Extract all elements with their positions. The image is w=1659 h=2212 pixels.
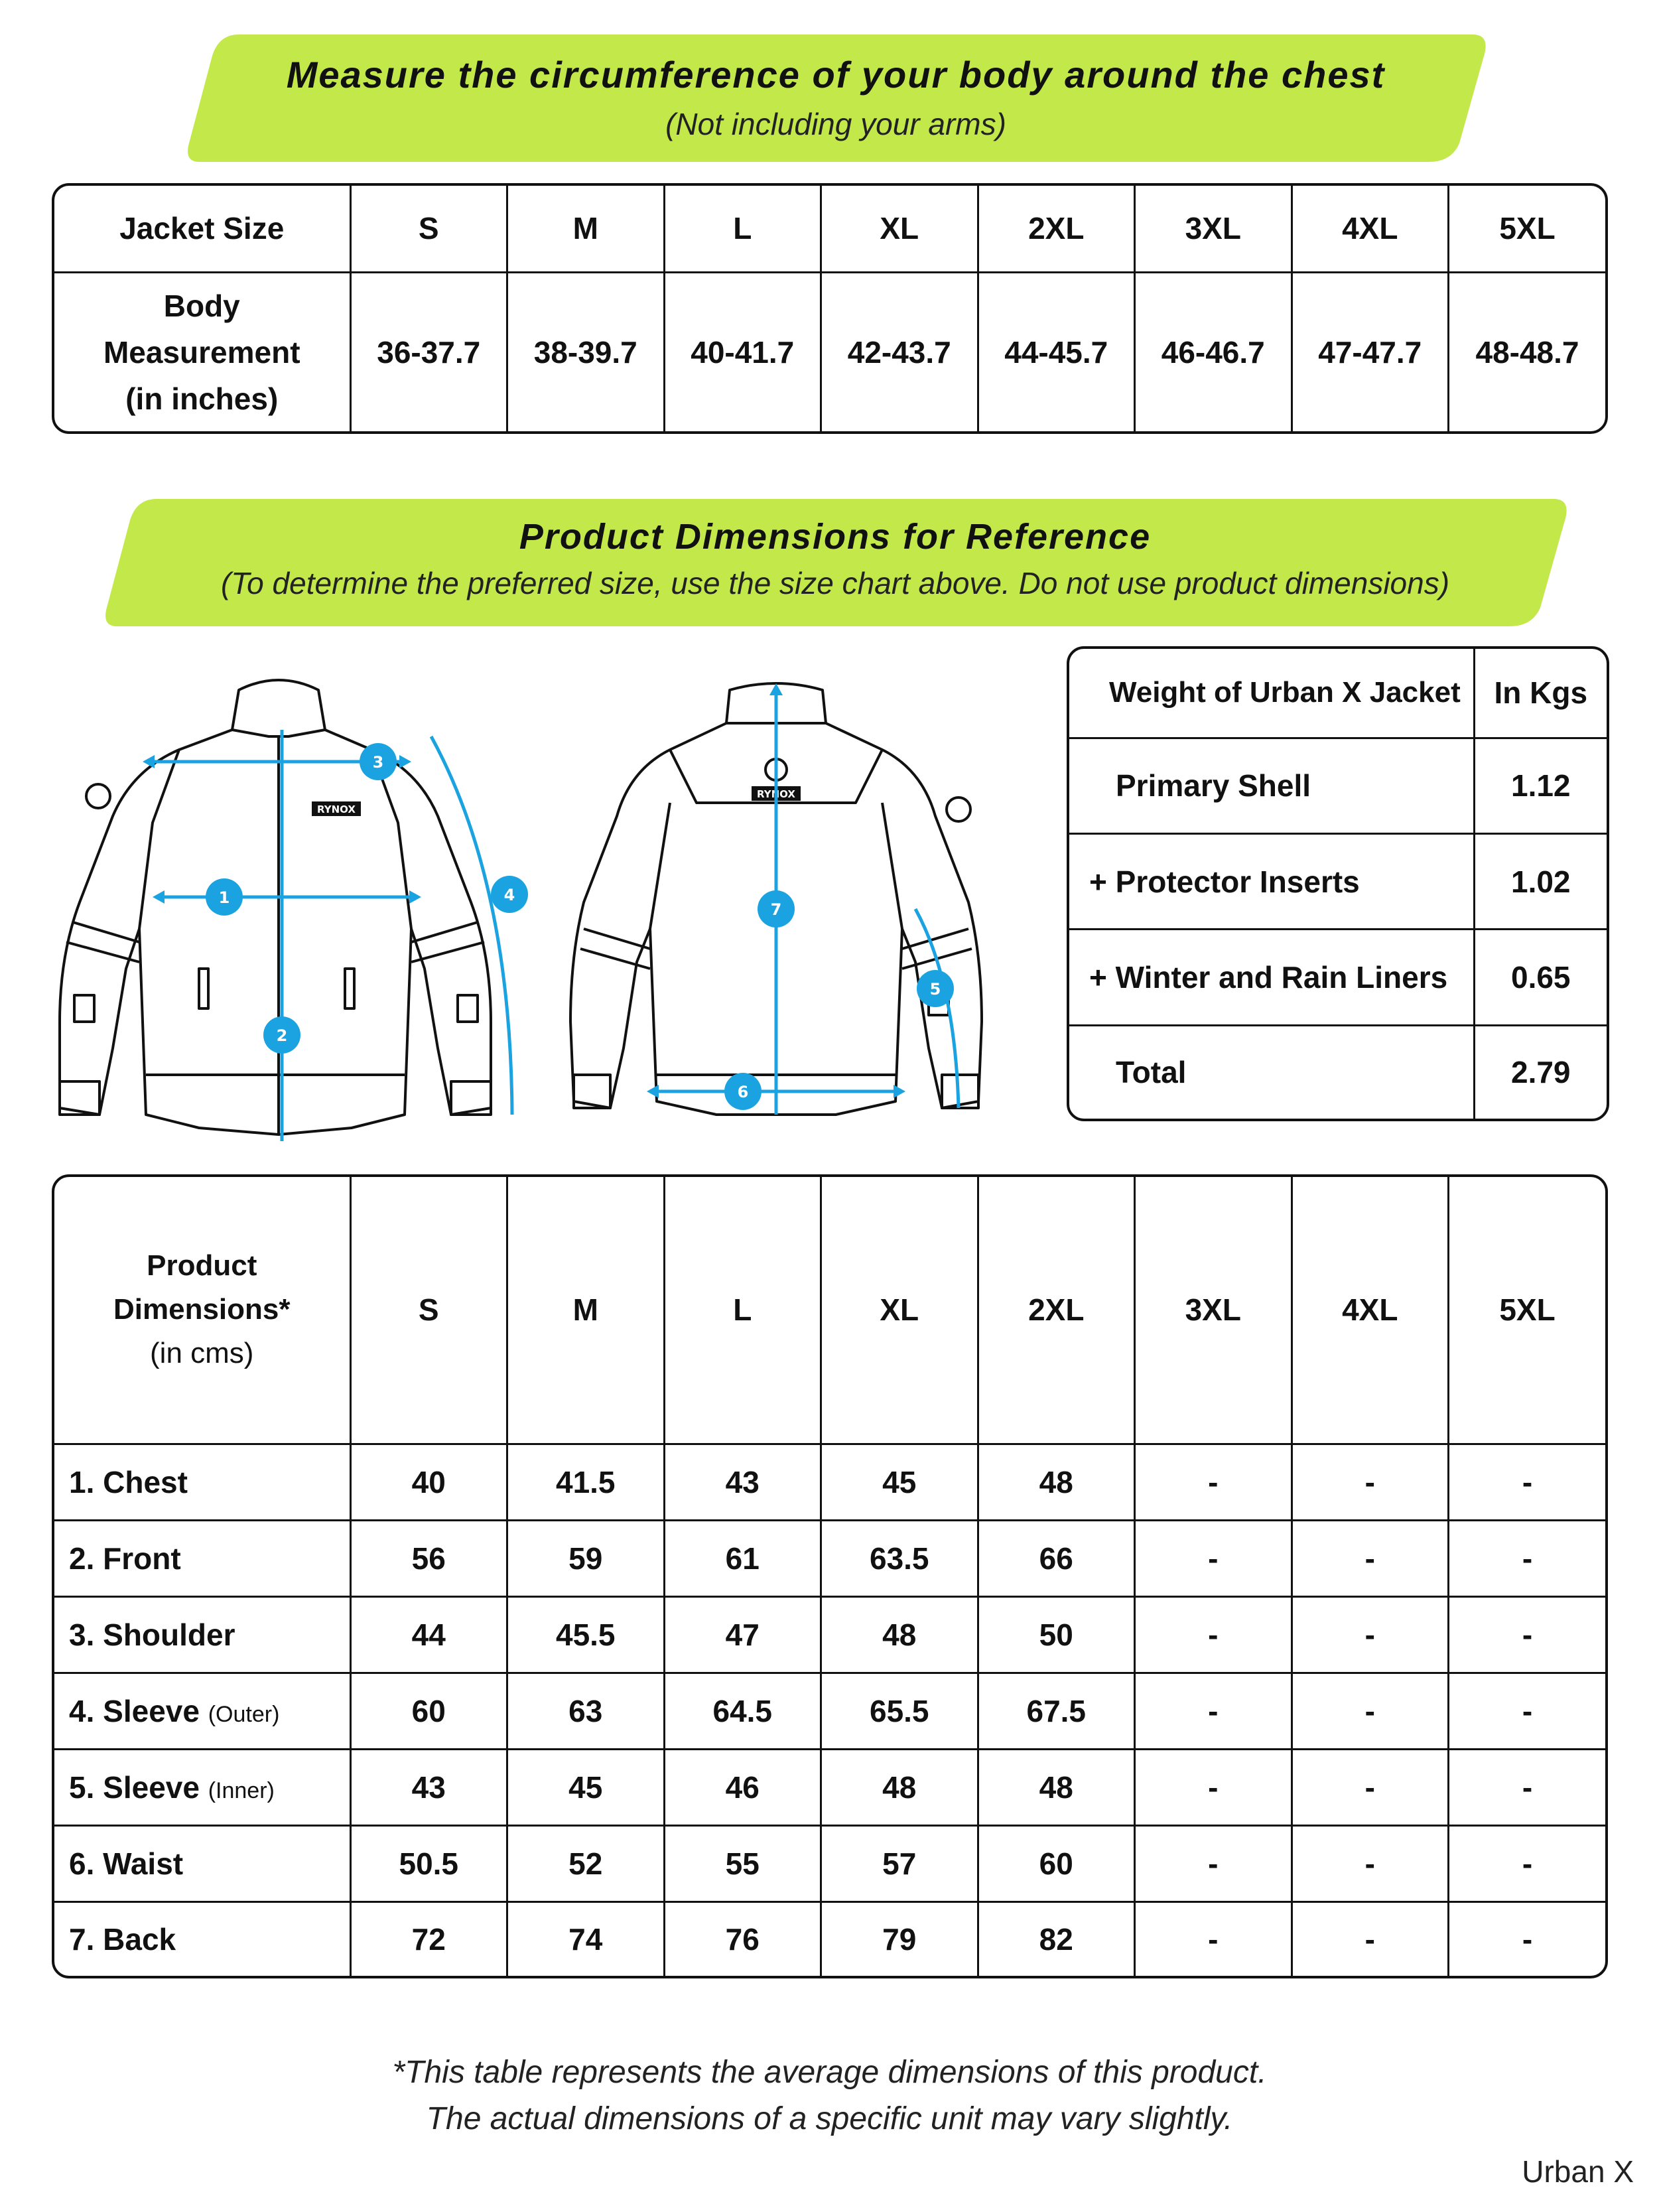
footnote-line-2: The actual dimensions of a specific unit may vary slightly. — [426, 2101, 1233, 2136]
dimension-value: - — [1449, 1749, 1606, 1825]
dimension-row — [54, 1444, 1605, 1520]
dimension-row-label: 1. Chest — [54, 1444, 350, 1520]
weight-header-label: Weight of Urban X Jacket — [1069, 649, 1474, 738]
dimension-value: - — [1292, 1444, 1449, 1520]
dimension-value: 45 — [507, 1749, 665, 1825]
dimension-value: 55 — [664, 1825, 821, 1901]
svg-text:2: 2 — [276, 1026, 288, 1045]
dim-size-header-l: L — [664, 1177, 821, 1444]
dimension-value: 43 — [350, 1749, 507, 1825]
marker-1 — [206, 878, 243, 916]
dimension-row — [54, 1825, 1605, 1901]
dimension-value: 59 — [507, 1520, 665, 1596]
dimension-value: - — [1449, 1444, 1606, 1520]
jacket-size-header: Jacket Size — [54, 186, 350, 272]
banner-background — [186, 32, 1486, 165]
back-left-sleeve-band — [580, 929, 650, 969]
dim-size-header-3xl: 3XL — [1135, 1177, 1292, 1444]
dimension-value: 65.5 — [821, 1673, 978, 1749]
dimension-value: - — [1449, 1596, 1606, 1673]
dimension-value: - — [1135, 1596, 1292, 1673]
marker-6 — [724, 1073, 762, 1110]
dimension-value: 79 — [821, 1901, 978, 1976]
dimension-value: - — [1135, 1444, 1292, 1520]
front-left-panel — [139, 750, 179, 929]
size-header-s: S — [350, 186, 507, 272]
weight-row-value: 0.65 — [1474, 930, 1607, 1025]
dimension-value: - — [1292, 1520, 1449, 1596]
dimension-value: 63.5 — [821, 1520, 978, 1596]
measurement-5xl: 48-48.7 — [1449, 272, 1606, 431]
dimension-value: 50 — [978, 1596, 1135, 1673]
size-header-5xl: 5XL — [1449, 186, 1606, 272]
banner-title: Product Dimensions for Reference — [519, 517, 1152, 557]
footnote-line-1: *This table represents the average dimensions of this product. — [392, 2055, 1267, 2090]
dimension-row — [54, 1520, 1605, 1596]
dimension-value: 82 — [978, 1901, 1135, 1976]
dimension-value: - — [1135, 1749, 1292, 1825]
dim-size-header-m: M — [507, 1177, 665, 1444]
dimension-value: 72 — [350, 1901, 507, 1976]
dimension-row — [54, 1749, 1605, 1825]
jacket-illustration — [33, 650, 1048, 1141]
front-left-sleeve-band — [66, 922, 139, 962]
svg-text:4: 4 — [503, 886, 515, 904]
dimension-value: 52 — [507, 1825, 665, 1901]
dimension-value: 48 — [821, 1596, 978, 1673]
size-header-4xl: 4XL — [1292, 186, 1449, 272]
weight-row-label: Primary Shell — [1069, 738, 1474, 833]
front-left-pocket — [199, 969, 208, 1008]
banner-subtitle: (To determine the preferred size, use the size chart above. Do not use product dimensions) — [220, 566, 1450, 600]
size-header-xl: XL — [821, 186, 978, 272]
svg-text:6: 6 — [737, 1083, 749, 1101]
dimension-row — [54, 1596, 1605, 1673]
dimension-value: 41.5 — [507, 1444, 665, 1520]
size-header-3xl: 3XL — [1135, 186, 1292, 272]
dimensions-corner-header: Product Dimensions* (in cms) — [54, 1177, 350, 1444]
dimension-value: - — [1135, 1673, 1292, 1749]
marker-3 — [360, 743, 397, 780]
dimension-value: 45 — [821, 1444, 978, 1520]
dimension-value: 67.5 — [978, 1673, 1135, 1749]
dimension-value: - — [1292, 1673, 1449, 1749]
dimension-value: 61 — [664, 1520, 821, 1596]
weight-row-label: + Winter and Rain Liners — [1069, 930, 1474, 1025]
svg-text:7: 7 — [770, 900, 782, 919]
product-dimensions-banner — [103, 496, 1567, 629]
measurement-3xl: 46-46.7 — [1135, 272, 1292, 431]
weight-row-label: Total — [1069, 1025, 1474, 1119]
dimension-value: 76 — [664, 1901, 821, 1976]
dimension-value: - — [1449, 1520, 1606, 1596]
dimension-value: 50.5 — [350, 1825, 507, 1901]
dimension-row-label: 5. Sleeve (Inner) — [54, 1749, 350, 1825]
dimension-value: 48 — [978, 1749, 1135, 1825]
size-header-l: L — [664, 186, 821, 272]
svg-text:1: 1 — [218, 888, 230, 907]
marker-2 — [263, 1016, 300, 1054]
banner-title: Measure the circumference of your body around the chest — [286, 54, 1386, 96]
dim-size-header-4xl: 4XL — [1292, 1177, 1449, 1444]
measurement-xl: 42-43.7 — [821, 272, 978, 431]
front-left-strap — [74, 995, 94, 1022]
dim-size-header-5xl: 5XL — [1449, 1177, 1606, 1444]
dim-size-header-s: S — [350, 1177, 507, 1444]
dimension-value: - — [1449, 1901, 1606, 1976]
dimension-row-label: 6. Waist — [54, 1825, 350, 1901]
size-chart-table — [52, 183, 1608, 434]
front-right-pocket — [345, 969, 354, 1008]
measurement-m: 38-39.7 — [507, 272, 665, 431]
dimension-value: 48 — [821, 1749, 978, 1825]
dimension-row — [54, 1673, 1605, 1749]
dimension-value: 60 — [978, 1825, 1135, 1901]
product-name: Urban X — [1522, 2154, 1634, 2189]
chest-measure-banner — [186, 32, 1486, 165]
weight-row-value: 1.12 — [1474, 738, 1607, 833]
product-dimensions-table — [52, 1174, 1608, 1978]
dimension-value: 56 — [350, 1520, 507, 1596]
dimension-row-label: 4. Sleeve (Outer) — [54, 1673, 350, 1749]
jacket-diagram — [33, 650, 1048, 1144]
weight-row-value: 2.79 — [1474, 1025, 1607, 1119]
weight-row-value: 1.02 — [1474, 833, 1607, 929]
measurement-s: 36-37.7 — [350, 272, 507, 431]
front-right-sleeve-band — [411, 922, 484, 962]
dimension-row-label: 3. Shoulder — [54, 1596, 350, 1673]
dimension-value: - — [1292, 1596, 1449, 1673]
marker-4 — [491, 876, 528, 913]
dimension-value: 60 — [350, 1673, 507, 1749]
weight-header-unit: In Kgs — [1474, 649, 1607, 738]
dimension-value: - — [1449, 1825, 1606, 1901]
dim-size-header-2xl: 2XL — [978, 1177, 1135, 1444]
measurement-l: 40-41.7 — [664, 272, 821, 431]
dimension-row — [54, 1901, 1605, 1976]
dimension-value: 64.5 — [664, 1673, 821, 1749]
dimension-value: 46 — [664, 1749, 821, 1825]
front-collar — [232, 680, 325, 736]
dimension-value: - — [1292, 1825, 1449, 1901]
weight-table — [1067, 646, 1609, 1121]
weight-row-label: + Protector Inserts — [1069, 833, 1474, 929]
dimension-value: 74 — [507, 1901, 665, 1976]
dimension-value: 45.5 — [507, 1596, 665, 1673]
dimension-value: - — [1292, 1749, 1449, 1825]
body-measurement-label: Body Measurement (in inches) — [54, 272, 350, 431]
dimension-value: 40 — [350, 1444, 507, 1520]
dimension-value: 44 — [350, 1596, 507, 1673]
measurement-2xl: 44-45.7 — [978, 272, 1135, 431]
size-header-2xl: 2XL — [978, 186, 1135, 272]
marker-5 — [917, 970, 954, 1007]
measurement-4xl: 47-47.7 — [1292, 272, 1449, 431]
svg-text:3: 3 — [372, 753, 384, 772]
dim-size-header-xl: XL — [821, 1177, 978, 1444]
size-header-m: M — [507, 186, 665, 272]
dimension-value: 47 — [664, 1596, 821, 1673]
dimension-value: 66 — [978, 1520, 1135, 1596]
svg-text:RYNOX: RYNOX — [757, 788, 795, 800]
banner-subtitle: (Not including your arms) — [665, 107, 1006, 141]
dimension-row-label: 2. Front — [54, 1520, 350, 1596]
svg-text:RYNOX: RYNOX — [317, 803, 356, 815]
dimension-value: 63 — [507, 1673, 665, 1749]
sleeve-outer-line — [431, 736, 512, 1115]
dimension-value: 48 — [978, 1444, 1135, 1520]
dimension-value: - — [1449, 1673, 1606, 1749]
dimension-value: - — [1135, 1901, 1292, 1976]
svg-text:5: 5 — [929, 980, 941, 999]
shoulder-logo-icons — [86, 759, 970, 821]
dimension-value: - — [1135, 1825, 1292, 1901]
dimension-value: 43 — [664, 1444, 821, 1520]
dimension-value: 57 — [821, 1825, 978, 1901]
dimension-row-label: 7. Back — [54, 1901, 350, 1976]
dimension-value: - — [1292, 1901, 1449, 1976]
dimension-value: - — [1135, 1520, 1292, 1596]
marker-7 — [758, 890, 795, 928]
front-right-strap — [458, 995, 478, 1022]
